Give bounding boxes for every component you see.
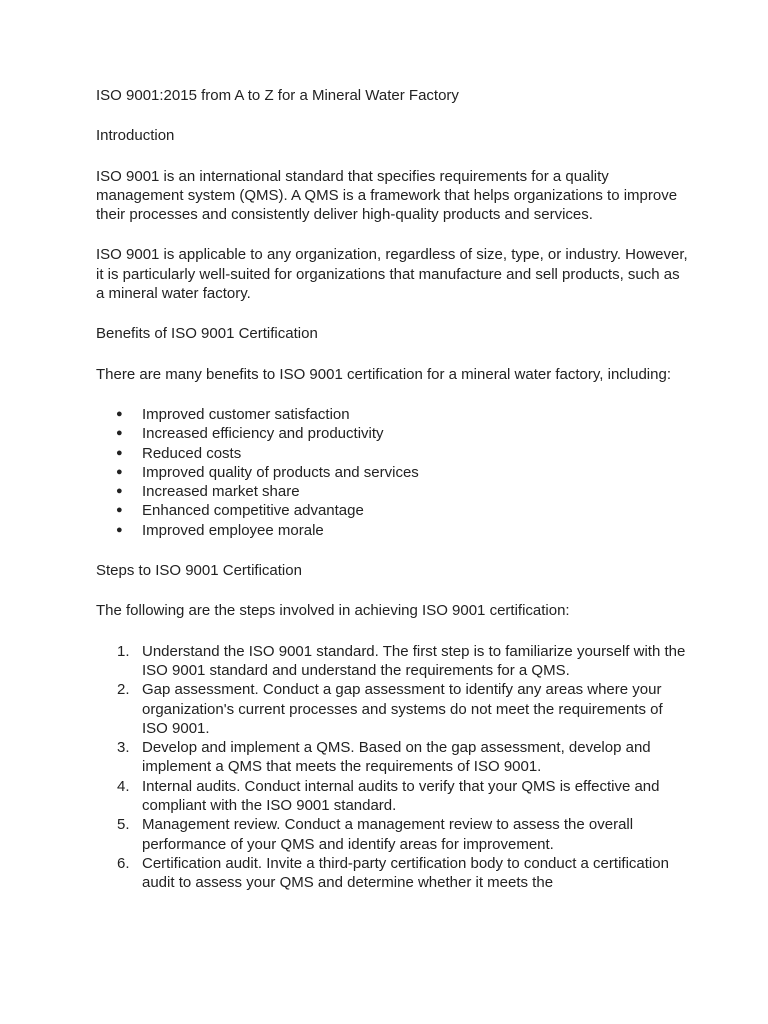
list-item: ● Enhanced competitive advantage [96, 501, 688, 520]
step-text: Internal audits. Conduct internal audits to verify that your QMS is effective and compliant with the ISO 9001 standard. [142, 777, 660, 815]
benefits-intro: There are many benefits to ISO 9001 certification for a mineral water factory, including: [96, 365, 671, 383]
step-text: Gap assessment. Conduct a gap assessment to identify any areas where your organization's current processes and systems do not meet the requirements of ISO 9001. [142, 681, 663, 737]
list-item: ● Improved quality of products and services [96, 463, 688, 482]
list-item [96, 854, 688, 893]
benefits-heading: Benefits of ISO 9001 Certification [96, 325, 318, 343]
step-text: Develop and implement a QMS. Based on the gap assessment, develop and implement a QMS that meets the requirements of ISO 9001. [142, 739, 651, 776]
steps-heading: Steps to ISO 9001 Certification [96, 562, 302, 580]
introduction-heading: Introduction [96, 127, 175, 145]
step-number: 2. [117, 681, 130, 699]
step-number: 3. [117, 739, 130, 757]
list-item: ● Increased efficiency and productivity [96, 424, 688, 443]
steps-list [96, 642, 688, 893]
list-item: ● Increased market share [96, 482, 688, 501]
list-item [96, 777, 688, 816]
step-number: 5. [117, 816, 130, 834]
introduction-paragraph-2: ISO 9001 is applicable to any organization, regardless of size, type, or industry. However, it is particularly well-suited for organizations that manufacture and sell products, such as a mineral water factory. [96, 246, 688, 303]
list-item [96, 642, 688, 681]
list-item: ● Reduced costs [96, 444, 688, 463]
step-number: 6. [117, 854, 130, 872]
document-title: ISO 9001:2015 from A to Z for a Mineral Water Factory [96, 87, 459, 104]
step-text: Management review. Conduct a management review to assess the overall performance of your QMS and identify areas for improvement. [142, 816, 634, 853]
list-item: ● Improved customer satisfaction [96, 405, 688, 424]
benefits-list [96, 405, 688, 540]
step-text: Certification audit. Invite a third-party certification body to conduct a certification audit to assess your QMS and determine whether it meets the [142, 854, 669, 892]
list-item [96, 738, 688, 777]
step-text: Understand the ISO 9001 standard. The first step is to familiarize yourself with the ISO 9001 standard and understand the requirements for a QMS. [142, 642, 686, 679]
list-item [96, 680, 688, 738]
step-number: 4. [117, 777, 130, 795]
introduction-paragraph-1: ISO 9001 is an international standard that specifies requirements for a quality management system (QMS). A QMS is a framework that helps organizations to improve their processes and consistently deliver high-quality products and services. [96, 167, 678, 224]
list-item [96, 815, 688, 854]
step-number: 1. [117, 642, 130, 660]
steps-intro: The following are the steps involved in achieving ISO 9001 certification: [96, 602, 570, 620]
list-item: ● Improved employee morale [96, 521, 688, 540]
